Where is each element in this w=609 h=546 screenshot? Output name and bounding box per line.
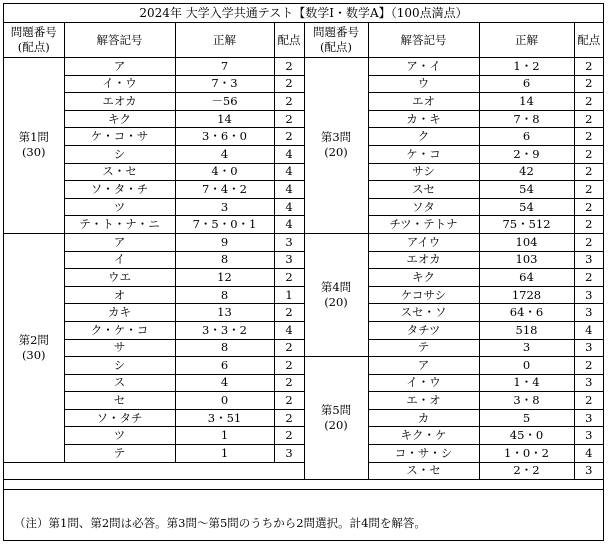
points-value: 2 [274, 75, 304, 93]
correct-answer: 0 [175, 392, 274, 410]
question-label: 第2問 (30) [4, 233, 64, 462]
points-value: 2 [574, 233, 603, 251]
answer-symbol: キク [64, 110, 175, 128]
table-row [4, 233, 603, 251]
points-value: 2 [574, 75, 603, 93]
correct-answer: 7・8 [479, 110, 574, 128]
answer-symbol: アイウ [368, 233, 479, 251]
correct-answer: 14 [175, 110, 274, 128]
correct-answer: 8 [175, 251, 274, 269]
answer-symbol: イ・ウ [368, 374, 479, 392]
correct-answer: 0 [479, 357, 574, 375]
answer-symbol: ス・セ [64, 163, 175, 181]
answer-symbol: テ [368, 339, 479, 357]
points-value: 2 [574, 392, 603, 410]
points-value: 1 [274, 286, 304, 304]
answer-symbol: エオカ [64, 93, 175, 111]
points-value: 3 [574, 427, 603, 445]
answer-symbol: ス [64, 374, 175, 392]
answer-symbol: イ [64, 251, 175, 269]
correct-answer: 3 [175, 198, 274, 216]
page-title: 2024年 大学入学共通テスト【数学Ⅰ・数学A】（100点満点） [139, 6, 468, 20]
correct-answer: 1・0・2 [479, 445, 574, 463]
answer-symbol: ア・イ [368, 58, 479, 76]
points-value: 3 [574, 462, 603, 480]
answer-symbol: イ・ウ [64, 75, 175, 93]
answer-symbol: サ [64, 339, 175, 357]
question-label: 第3問 (20) [304, 58, 368, 234]
question-label: 第5問 (20) [304, 357, 368, 480]
points-value: 3 [574, 409, 603, 427]
correct-answer: 3・51 [175, 409, 274, 427]
points-value: 3 [574, 286, 603, 304]
correct-answer: 54 [479, 198, 574, 216]
answer-body [4, 58, 603, 480]
answer-symbol: ソタ [368, 198, 479, 216]
header-points: 配点 [574, 23, 603, 58]
table-row [4, 286, 603, 304]
answer-sheet [3, 3, 604, 541]
points-value: 2 [574, 181, 603, 199]
points-value: 3 [574, 251, 603, 269]
header-answer: 正解 [175, 23, 274, 58]
points-value: 2 [274, 392, 304, 410]
answer-symbol: カ [368, 409, 479, 427]
table-row [4, 58, 603, 76]
correct-answer: 5 [479, 409, 574, 427]
points-value: 2 [274, 427, 304, 445]
points-value: 2 [274, 357, 304, 375]
answer-symbol: ウ [368, 75, 479, 93]
points-value: 2 [274, 339, 304, 357]
table-row [4, 128, 603, 146]
answer-symbol: キク・ケ [368, 427, 479, 445]
correct-answer: 14 [479, 93, 574, 111]
header-question: 問題番号 (配点) [304, 23, 368, 58]
header-symbol: 解答記号 [64, 23, 175, 58]
table-row [4, 145, 603, 163]
points-value: 3 [274, 445, 304, 463]
answer-symbol: ケ・コ・サ [64, 128, 175, 146]
points-value: 2 [274, 58, 304, 76]
table-row [4, 251, 603, 269]
answer-symbol: ク・ケ・コ [64, 321, 175, 339]
correct-answer: 2・9 [479, 145, 574, 163]
table-row [4, 374, 603, 392]
correct-answer: 12 [175, 269, 274, 287]
correct-answer: 1 [175, 427, 274, 445]
correct-answer: 9 [175, 233, 274, 251]
correct-answer: 75・512 [479, 216, 574, 234]
correct-answer: 1 [175, 445, 274, 463]
points-value: 4 [274, 181, 304, 199]
correct-answer: 6 [479, 75, 574, 93]
correct-answer: 4 [175, 374, 274, 392]
correct-answer: 3 [479, 339, 574, 357]
correct-answer: 7・4・2 [175, 181, 274, 199]
points-value: 2 [574, 163, 603, 181]
points-value: 4 [274, 145, 304, 163]
points-value: 3 [274, 251, 304, 269]
points-value: 3 [574, 304, 603, 322]
points-value: 2 [574, 269, 603, 287]
answer-symbol: ウエ [64, 269, 175, 287]
points-value: 2 [574, 198, 603, 216]
correct-answer: 64 [479, 269, 574, 287]
points-value: 3 [574, 374, 603, 392]
points-value: 2 [274, 304, 304, 322]
table-row [4, 163, 603, 181]
answer-symbol: ツ [64, 198, 175, 216]
empty-cell [4, 462, 304, 480]
table-row [4, 269, 603, 287]
points-value: 4 [274, 163, 304, 181]
points-value: 2 [274, 110, 304, 128]
correct-answer: 103 [479, 251, 574, 269]
answer-symbol: ク [368, 128, 479, 146]
answer-symbol: オ [64, 286, 175, 304]
answer-symbol: シ [64, 357, 175, 375]
answer-symbol: セ [64, 392, 175, 410]
correct-answer: 6 [479, 128, 574, 146]
answer-symbol: ケコサシ [368, 286, 479, 304]
table-row [4, 110, 603, 128]
correct-answer: 2・2 [479, 462, 574, 480]
correct-answer: 3・8 [479, 392, 574, 410]
table-row [4, 445, 603, 463]
points-value: 2 [574, 110, 603, 128]
note-box [4, 489, 603, 540]
correct-answer: 45・0 [479, 427, 574, 445]
answer-symbol: ア [64, 58, 175, 76]
answer-symbol: コ・サ・シ [368, 445, 479, 463]
answer-symbol: カ・キ [368, 110, 479, 128]
correct-answer: 7 [175, 58, 274, 76]
correct-answer: 8 [175, 339, 274, 357]
points-value: 2 [574, 128, 603, 146]
points-value: 2 [574, 216, 603, 234]
table-row [4, 409, 603, 427]
table-row [4, 339, 603, 357]
correct-answer: 7・5・0・1 [175, 216, 274, 234]
points-value: 2 [574, 93, 603, 111]
correct-answer: 13 [175, 304, 274, 322]
table-row [4, 321, 603, 339]
header-symbol: 解答記号 [368, 23, 479, 58]
table-row [4, 427, 603, 445]
answer-symbol: スセ [368, 181, 479, 199]
correct-answer: 3・3・2 [175, 321, 274, 339]
correct-answer: 4 [175, 145, 274, 163]
table-row [4, 392, 603, 410]
header-question: 問題番号 (配点) [4, 23, 64, 58]
correct-answer: 1728 [479, 286, 574, 304]
table-row [4, 75, 603, 93]
correct-answer: 64・6 [479, 304, 574, 322]
correct-answer: 54 [479, 181, 574, 199]
points-value: 4 [574, 321, 603, 339]
answer-symbol: ア [368, 357, 479, 375]
answer-symbol: テ [64, 445, 175, 463]
correct-answer: 6 [175, 357, 274, 375]
table-row [4, 93, 603, 111]
table-row [4, 216, 603, 234]
points-value: 2 [574, 357, 603, 375]
points-value: 2 [274, 128, 304, 146]
header-points: 配点 [274, 23, 304, 58]
points-value: 4 [274, 198, 304, 216]
correct-answer: 518 [479, 321, 574, 339]
points-value: 2 [274, 269, 304, 287]
answer-symbol: ケ・コ [368, 145, 479, 163]
answer-symbol: ソ・タ・チ [64, 181, 175, 199]
correct-answer: 4・0 [175, 163, 274, 181]
answer-symbol: テ・ト・ナ・ニ [64, 216, 175, 234]
answer-symbol: チツ・テトナ [368, 216, 479, 234]
answer-symbol: エオ [368, 93, 479, 111]
answer-symbol: タチツ [368, 321, 479, 339]
table-row [4, 462, 603, 480]
points-value: 4 [274, 321, 304, 339]
points-value: 2 [274, 374, 304, 392]
answer-symbol: ア [64, 233, 175, 251]
answer-table [4, 22, 603, 480]
correct-answer: 1・2 [479, 58, 574, 76]
points-value: 4 [274, 216, 304, 234]
header-answer: 正解 [479, 23, 574, 58]
points-value: 3 [274, 233, 304, 251]
correct-answer: 3・6・0 [175, 128, 274, 146]
answer-symbol: ソ・タチ [64, 409, 175, 427]
table-row [4, 198, 603, 216]
correct-answer: 1・4 [479, 374, 574, 392]
answer-symbol: スセ・ソ [368, 304, 479, 322]
points-value: 2 [574, 145, 603, 163]
header-row [4, 23, 603, 58]
points-value: 4 [574, 445, 603, 463]
answer-symbol: ツ [64, 427, 175, 445]
answer-symbol: キク [368, 269, 479, 287]
question-label: 第4問 (20) [304, 233, 368, 356]
answer-symbol: エオカ [368, 251, 479, 269]
points-value: 2 [274, 93, 304, 111]
table-row [4, 181, 603, 199]
correct-answer: 7・3 [175, 75, 274, 93]
points-value: 2 [574, 58, 603, 76]
correct-answer: －56 [175, 93, 274, 111]
question-label: 第1問 (30) [4, 58, 64, 234]
answer-symbol: カキ [64, 304, 175, 322]
answer-symbol: ス・セ [368, 462, 479, 480]
table-row [4, 304, 603, 322]
points-value: 2 [274, 409, 304, 427]
table-row [4, 357, 603, 375]
points-value: 3 [574, 339, 603, 357]
footnote: （注）第1問、第2問は必答。第3問～第5問のうちから2問選択。計4問を解答。 [14, 516, 426, 530]
correct-answer: 104 [479, 233, 574, 251]
answer-symbol: シ [64, 145, 175, 163]
correct-answer: 8 [175, 286, 274, 304]
answer-symbol: エ・オ [368, 392, 479, 410]
answer-symbol: サシ [368, 163, 479, 181]
correct-answer: 42 [479, 163, 574, 181]
